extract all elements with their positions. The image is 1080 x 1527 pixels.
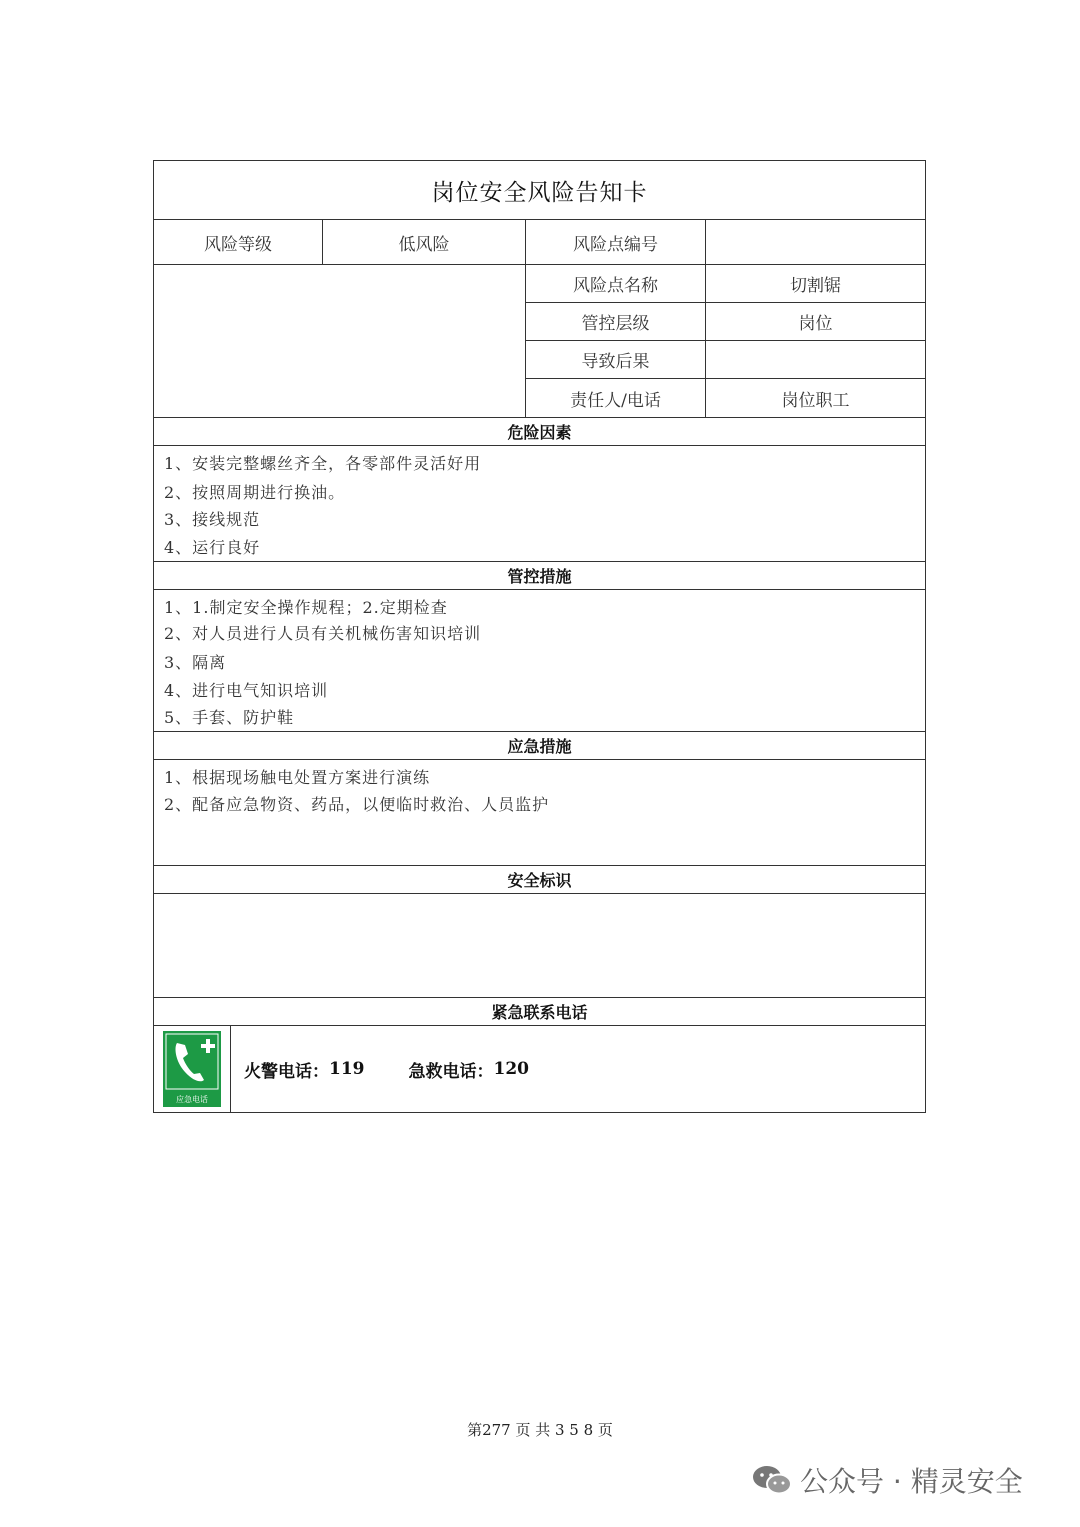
emergency-phone-icon xyxy=(163,1031,221,1107)
contact-numbers xyxy=(231,1026,925,1112)
control-level-label: 管控层级 xyxy=(526,303,706,340)
responsible-label: 责任人/电话 xyxy=(526,379,706,417)
risk-point-no-value xyxy=(706,220,925,264)
emergency-phone-sign xyxy=(154,1026,231,1112)
watermark-text: 公众号 · 精灵安全 xyxy=(800,1465,1023,1498)
risk-point-name-label: 风险点名称 xyxy=(526,265,706,302)
blank-image-area xyxy=(154,265,526,417)
watermark xyxy=(752,1460,1023,1500)
fire-number: 119 xyxy=(329,1059,365,1079)
consequence-label: 导致后果 xyxy=(526,341,706,378)
controls-heading: 管控措施 xyxy=(154,562,925,590)
responsible-value: 岗位职工 xyxy=(781,390,850,411)
card-title: 岗位安全风险告知卡 xyxy=(431,179,648,206)
hazard-item: 1、安装完整螺丝齐全，各零部件灵活好用 xyxy=(164,454,482,473)
hazard-item: 3、接线规范 xyxy=(164,510,261,529)
emergency-list xyxy=(154,760,925,866)
risk-level-label: 风险等级 xyxy=(154,220,323,264)
control-level-value: 岗位 xyxy=(798,314,833,334)
contacts-heading: 紧急联系电话 xyxy=(154,998,925,1026)
safety-sign-area xyxy=(154,894,925,998)
emergency-item: 2、配备应急物资、药品，以便临时救治、人员监护 xyxy=(164,795,550,814)
wechat-icon xyxy=(752,1463,792,1497)
controls-list xyxy=(154,590,925,732)
page-footer: 第277 页 共 3 5 8 页 xyxy=(467,1421,613,1439)
emergency-item: 1、根据现场触电处置方案进行演练 xyxy=(164,768,431,787)
hazard-item: 4、运行良好 xyxy=(164,538,261,557)
hazard-item: 2、按照周期进行换油。 xyxy=(164,483,346,502)
control-item: 4、进行电气知识培训 xyxy=(164,681,329,700)
control-item: 3、隔离 xyxy=(164,653,227,672)
control-item: 2、对人员进行人员有关机械伤害知识培训 xyxy=(164,624,482,643)
risk-level-row xyxy=(154,220,925,265)
contacts-row xyxy=(154,1026,925,1112)
hazards-heading: 危险因素 xyxy=(154,418,925,446)
fire-label: 火警电话： xyxy=(244,1061,329,1082)
control-item: 5、手套、防护鞋 xyxy=(164,708,295,727)
risk-notice-card xyxy=(153,160,926,1113)
hazards-list xyxy=(154,446,925,562)
ambulance-label: 急救电话： xyxy=(408,1061,494,1082)
sign-caption: 应急电话 xyxy=(176,1095,208,1104)
risk-point-name-value: 切割锯 xyxy=(790,276,841,296)
card-title-row xyxy=(154,161,925,220)
risk-details-block xyxy=(154,265,925,418)
safety-sign-heading: 安全标识 xyxy=(154,866,925,894)
ambulance-number: 120 xyxy=(493,1059,529,1079)
control-item: 1、1.制定安全操作规程；2.定期检查 xyxy=(164,598,448,617)
emergency-heading: 应急措施 xyxy=(154,732,925,760)
consequence-value xyxy=(706,341,925,378)
risk-level-value: 低风险 xyxy=(323,220,526,264)
risk-point-no-label: 风险点编号 xyxy=(526,220,706,264)
